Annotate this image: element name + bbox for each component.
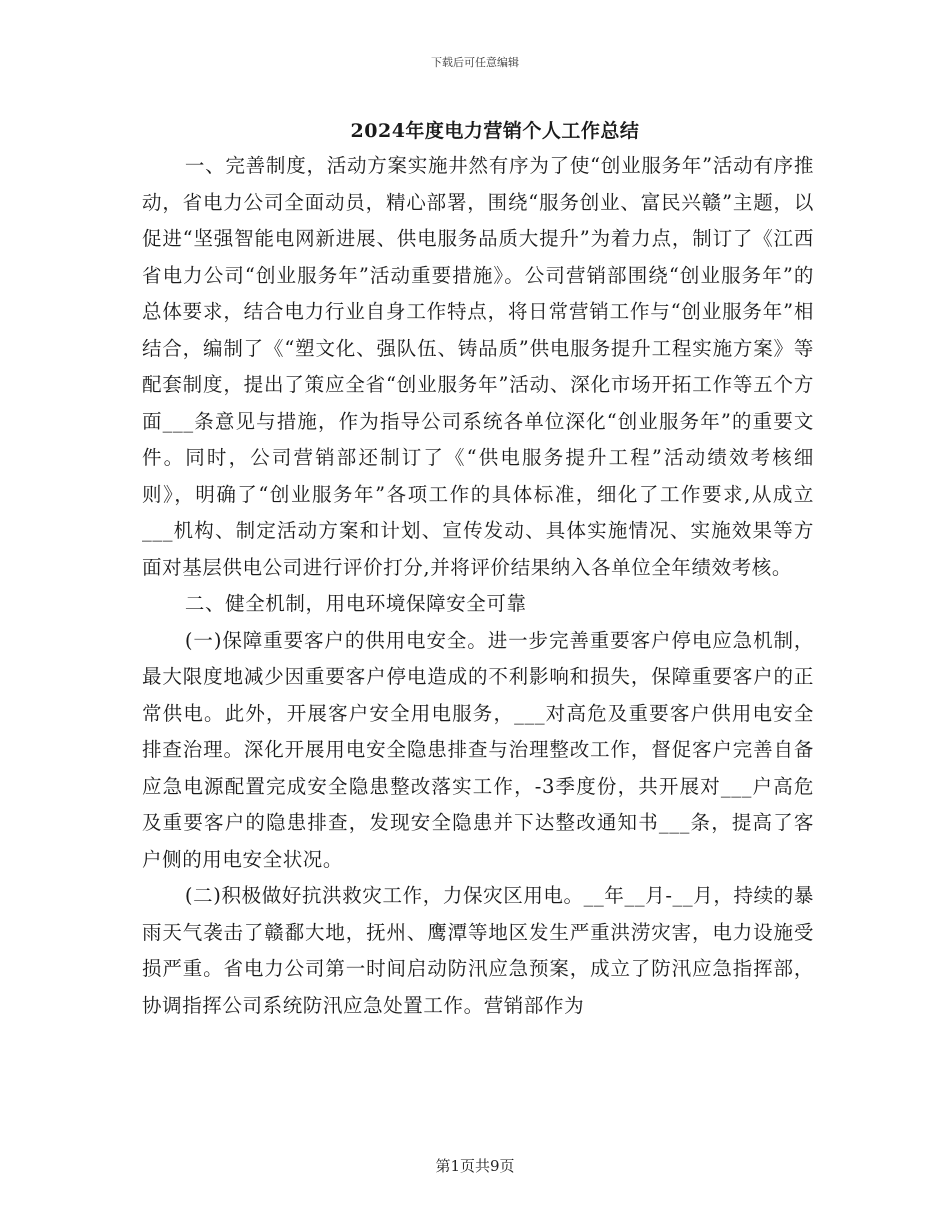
page-number: 第1页共9页 — [435, 1157, 515, 1175]
header-note: 下载后可任意编辑 — [431, 56, 519, 69]
document-title: 2024年度电力营销个人工作总结 — [350, 120, 640, 142]
paragraph-3: (一)保障重要客户的供用电安全。进一步完善重要客户停电应急机制，最大限度地减少因重要客户停电造成的不利影响和损失，保障重要客户的正常供电。此外，开展客户安全用电服务，___对高危及重要客户供用电安全排查治理。深化开展用电安全隐患排查与治理整改工作，督促客户完善自备应急电源配置完成安全隐患整改落实工作，-3季度份，共开展对___户高危及重要客户的隐患排查，发现安全隐患并下达整改通知书___条，提高了客户侧的用电安全状况。 — [142, 628, 814, 871]
document-body — [142, 148, 814, 1024]
paragraph-2-heading: 二、健全机制，用电环境保障安全可靠 — [184, 592, 527, 615]
paragraph-1: 一、完善制度，活动方案实施井然有序为了使“创业服务年”活动有序推动，省电力公司全面动员，精心部署，围绕“服务创业、富民兴赣”主题，以促进“坚强智能电网新进展、供电服务品质大提升”为着力点，制订了《江西省电力公司“创业服务年”活动重要措施》。公司营销部围绕“创业服务年”的总体要求，结合电力行业自身工作特点，将日常营销工作与“创业服务年”相结合，编制了《“塑文化、强队伍、铸品质”供电服务提升工程实施方案》等配套制度，提出了策应全省“创业服务年”活动、深化市场开拓工作等五个方面___条意见与措施，作为指导公司系统各单位深化“创业服务年”的重要文件。同时，公司营销部还制订了《“供电服务提升工程”活动绩效考核细则》，明确了“创业服务年”各项工作的具体标准，细化了工作要求,从成立___机构、制定活动方案和计划、宣传发动、具体实施情况、实施效果等方面对基层供电公司进行评价打分,并将评价结果纳入各单位全年绩效考核。 — [142, 154, 814, 579]
paragraph-4: (二)积极做好抗洪救灾工作，力保灾区用电。__年__月-__月，持续的暴雨天气袭击了赣鄱大地，抚州、鹰潭等地区发生严重洪涝灾害，电力设施受损严重。省电力公司第一时间启动防汛应急预案，成立了防汛应急指挥部，协调指挥公司系统防汛应急处置工作。营销部作为 — [142, 884, 814, 1017]
